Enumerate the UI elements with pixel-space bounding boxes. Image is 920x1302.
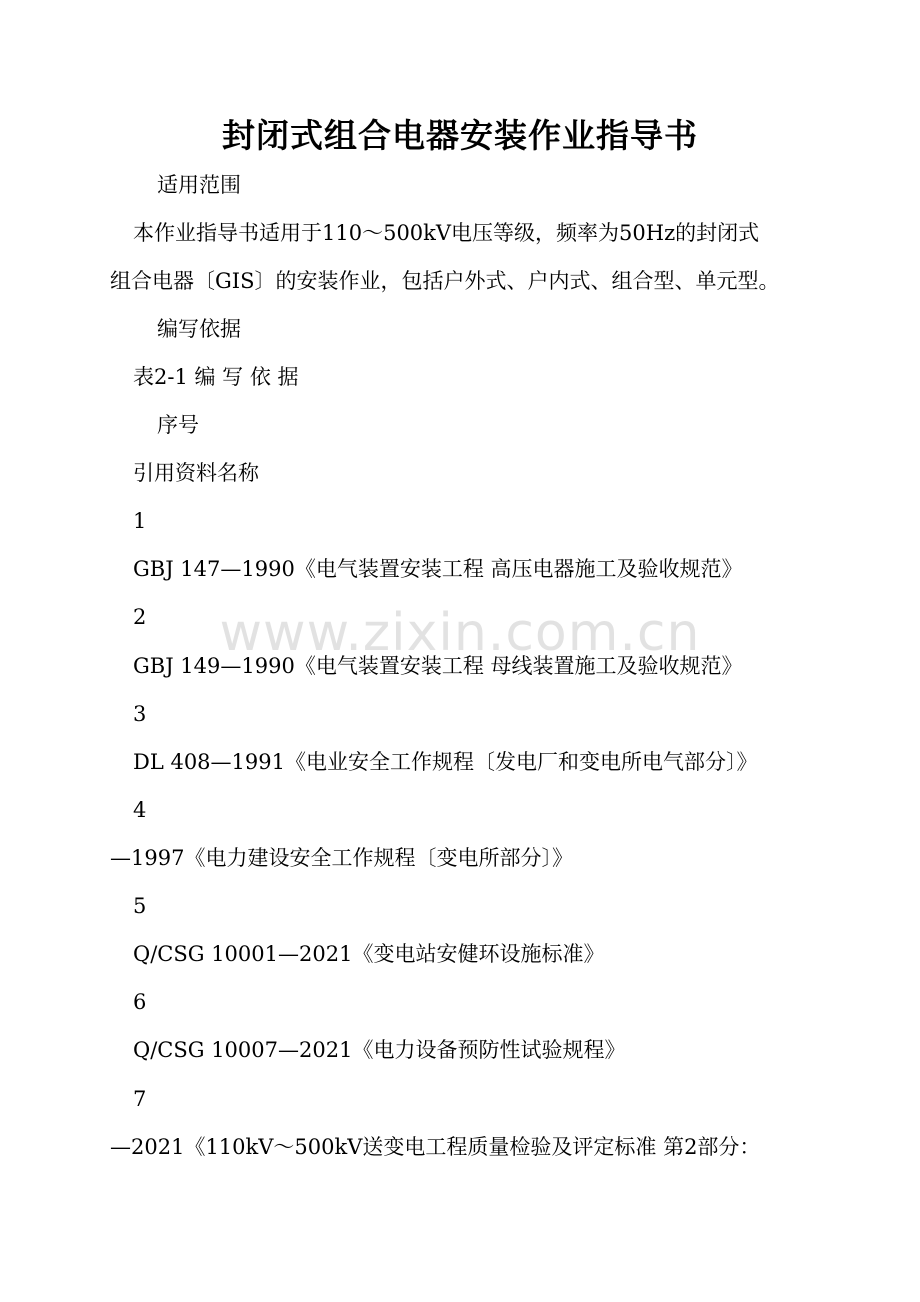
reference-title: Q/CSG 10007—2021《电力设备预防性试验规程》 <box>133 1038 626 1062</box>
basis-heading: 编写依据 <box>157 317 241 341</box>
scope-text-line-1: 本作业指导书适用于110～500kV电压等级，频率为50Hz的封闭式 <box>133 221 760 245</box>
watermark: www.zixin.com.cn <box>219 603 701 663</box>
scope-text-line-2: 组合电器〔GIS〕的安装作业，包括户外式、户内式、组合型、单元型。 <box>110 269 780 293</box>
reference-number: 4 <box>133 798 147 822</box>
reference-title: DL 408—1991《电业安全工作规程〔发电厂和变电所电气部分〕》 <box>133 750 758 774</box>
column-header-index: 序号 <box>157 413 199 437</box>
reference-number: 6 <box>133 990 147 1014</box>
reference-title: GBJ 149—1990《电气装置安装工程 母线装置施工及验收规范》 <box>133 654 743 678</box>
reference-number: 2 <box>133 605 147 629</box>
reference-number: 3 <box>133 702 147 726</box>
scope-heading: 适用范围 <box>157 173 241 197</box>
column-header-name: 引用资料名称 <box>133 461 259 485</box>
reference-number: 7 <box>133 1087 147 1111</box>
reference-number: 1 <box>133 509 147 533</box>
reference-title: —2021《110kV～500kV送变电工程质量检验及评定标准 第2部分： <box>110 1135 761 1159</box>
document-title: 封闭式组合电器安装作业指导书 <box>222 116 698 155</box>
reference-title: —1997《电力建设安全工作规程〔变电所部分〕》 <box>110 846 573 870</box>
reference-number: 5 <box>133 894 147 918</box>
table-caption: 表2-1 编 写 依 据 <box>133 365 299 389</box>
reference-title: GBJ 147—1990《电气装置安装工程 高压电器施工及验收规范》 <box>133 557 743 581</box>
reference-title: Q/CSG 10001—2021《变电站安健环设施标准》 <box>133 942 605 966</box>
